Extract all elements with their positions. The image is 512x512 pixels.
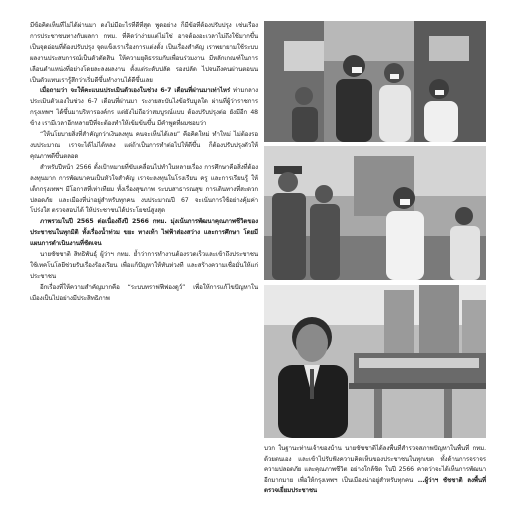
paragraph: มีข้อคิดเห็นที่ไม่ได้ผ่านมา ดงไม่มีอะไรที่ดีที่สุด พูดอย่าง ก็มีข้อที่ต้องปรับปรุง เช่นเรื่องการประชาชนทางกับผลกา กทม. ที่คิดว่าง่ายแต่ไม่ใช่ อาจต้องอะเวลาไม่ถึงใช้มากขึ้น เป็นจุดอ่อนที่ต้องปรับปรุง จุดแข็งเราเรื่องการแต่งตั้ง เป็นเรื่องสำคัญ เราพยายามใช้ระบบผลงานประสบการณ์เป็นตัวตัดสิน ให้ความยุติธรรมกับเพื่อนร่วมงาน มีหลักเกณฑ์ในการเลือนตำแหน่งที่อย่างโดยละลงผลงาน ตั้งแต่ระดับปลัด รองปลัด ไปจนถึงคนผ่านตอนน เป็นตัวแทนเรารู้สึกว่าเริ่มดีขึ้นทำงานได้ดีขึ้นเลย (30, 22, 258, 84)
paragraph: ภาพรวมในปี 2565 ต่อเนื่องถึงปี 2566 กทม. มุ่งเน้นการพัฒนาคุณภาพชีวิตของประชาชนในทุกมิติ ทั้งเรื่องน้ำท่วม ขยะ ทางเท้า ไฟฟ้าส่องสว่าง และการศึกษา โดยมีแผนการดำเนินงานที่ชัดเจน (30, 218, 258, 248)
paragraph: “ให้นโยบายสิ่งที่สำคัญกว่าเงินลงทุน คนจะเห็นได้เลย” คือคิดใหม่ ทำใหม่ ไม่ต้องรองบประมาณ เราจะได้ไม่ได้หลง แต่ถ้าเป็นการทำต่อไปให้ดีขึ้น ก็ต้องปรับปรุงตัวให้คุณภาพดีขึ้นตลอด (30, 131, 258, 160)
paragraph: อีกเรื่องที่ให้ความสำคัญมากคือ “ระบบทราฟฟีฟองดูว์” เพื่อให้การแก้ไขปัญหาในเมืองเป็นไปอย่างมีประสิทธิภาพ (30, 283, 258, 302)
photo-skytrain-portrait (264, 285, 486, 438)
photo-market-visit (264, 21, 486, 142)
caption-bold: ...ผู้ว่าฯ ชัชชาติ ลงพื้นที่ตรวจเยี่ยมประชาชน (264, 476, 486, 495)
paragraph-bold: เมื่อถามว่า จะให้คะแนนประเมินตัวเองในช่วง 6-7 เดือนที่ผ่านมาเท่าไหร่ (40, 87, 231, 95)
photo-caption (264, 444, 486, 512)
photo-street-inspection (264, 146, 486, 280)
paragraph: สำหรับปีหน้า 2566 ตั้งเป้าหมายที่ขับเคลื่อนไปทำในหลายเรื่อง การศึกษาคือสิ่งที่ต้องลงทุนมาก การพัฒนาคนเป็นหัวใจสำคัญ เราจะลงทุนในโรงเรียน ครู และการเรียนรู้ ให้เด็กกรุงเทพฯ มีโอกาสที่เท่าเทียม ทั้งเรื่องสุขภาพ ระบบสาธารณสุข การเดินทางที่สะดวก ปลอดภัย และเมืองที่น่าอยู่สำหรับทุกคน งบประมาณปี 67 จะเน้นการใช้อย่างคุ้มค่า โปร่งใส ตรวจสอบได้ ให้ประชาชนได้ประโยชน์สูงสุด (30, 163, 258, 215)
caption-text: บวก ในฐานะท่านเจ้าของบ้าน นายชัชชาติได้ลงพื้นที่สำรวจสภาพปัญหาในพื้นที่ กทม. ด้วยตนเอง และเข้าไปรับฟังความคิดเห็นของประชาชนในทุกเขต ทั้งด้านการจราจร ความปลอดภัย และคุณภาพชีวิต อย่างใกล้ชิด ในปี 2566 คาดว่าจะได้เห็นการพัฒนาอีกมากมาย เพื่อให้กรุงเทพฯ เป็นเมืองน่าอยู่สำหรับทุกคน (264, 445, 486, 484)
article-body (30, 21, 258, 512)
paragraph: นายชัชชาติ สิทธิพันธุ์ ผู้ว่าฯ กทม. ย้ำว่าการทำงานต้องรวดเร็วและเข้าถึงประชาชน ใช้เทคโนโลยีช่วยรับเรื่องร้องเรียน เพื่อแก้ปัญหาให้ทันท่วงที และสร้างความเชื่อมั่นให้แก่ประชาชน (30, 251, 258, 280)
paragraph: เมื่อถามว่า จะให้คะแนนประเมินตัวเองในช่วง 6-7 เดือนที่ผ่านมาเท่าไหร่ ท่ามกลางประเมินตัวเองในช่วง 6-7 เดือนที่ผ่านมา ระงายสะบันไงข้อรับมูลใด ผ่านที่ผู้ว่าราชการกรุงเทพฯ ได้ขึ้นมาบริหารองค์กร แต่ยังไม่ถือว่าสมบูรณ์แบบ ต้องปรับปรุงต่อ ยังมีอีก 48 ข้าง เรามีเวลาอีกหลายปีที่จะต้องทำให้เข้มข้นขึ้น มีคำพูดที่ผมชอบว่า (30, 87, 258, 128)
